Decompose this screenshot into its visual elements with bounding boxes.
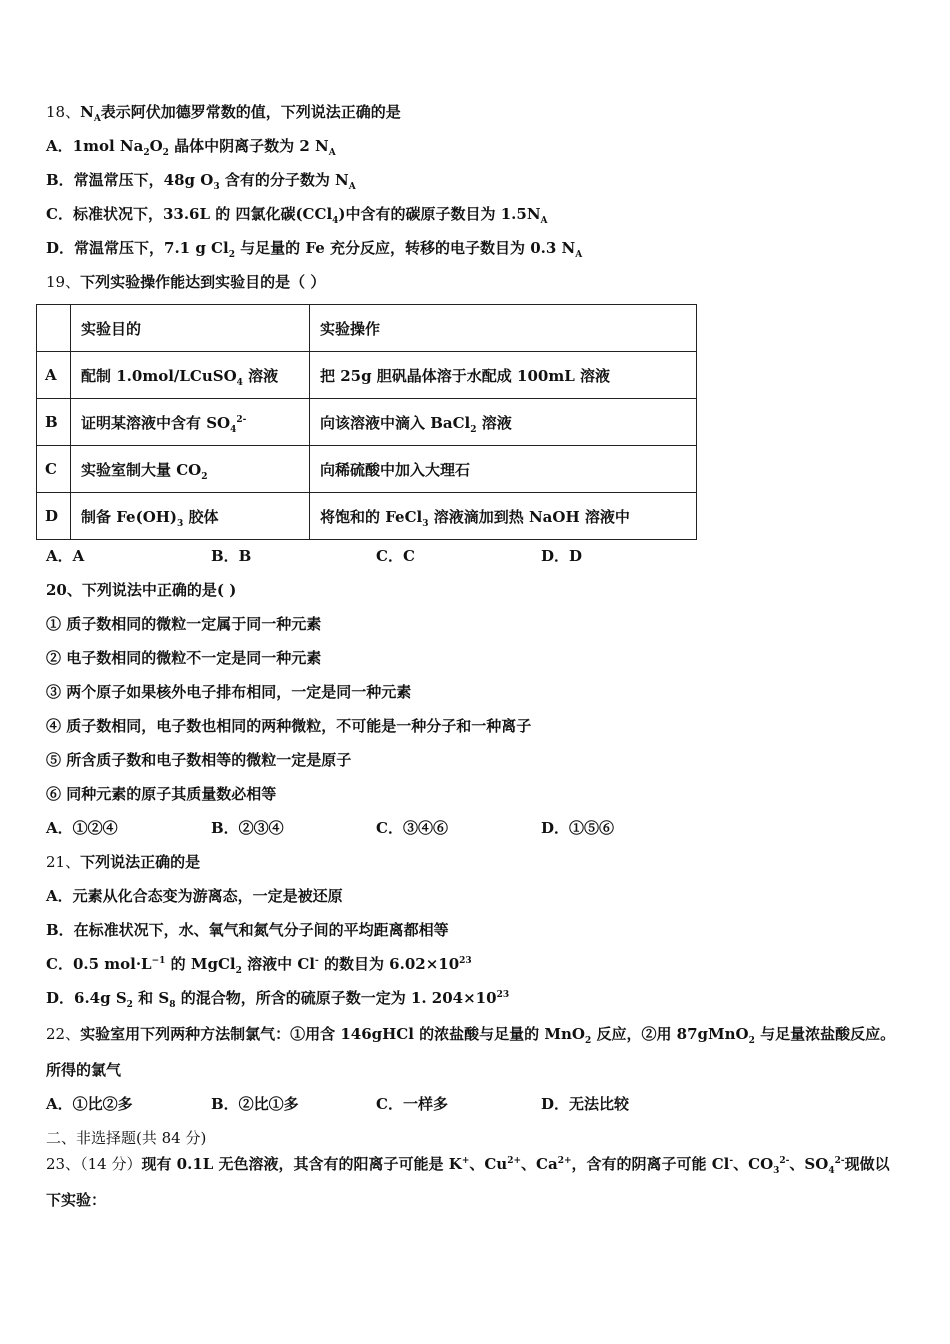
table-cell: 把 25g 胆矾晶体溶于水配成 100mL 溶液 (310, 352, 697, 399)
table-header-row (37, 305, 697, 352)
table-cell: D (37, 493, 71, 540)
q19-choice-d: D．D (541, 547, 583, 565)
q20-item-4: ④ 质子数相同，电子数也相同的两种微粒，不可能是一种分子和一种离子 (46, 717, 532, 735)
q23-line1: 23、（14 分）现有 0.1L 无色溶液，其含有的阳离子可能是 K+、$Cu^{2+}$、$Ca^{2+}$，含有的阴离子可能 Cl-、$CO_3^{2-}$、$SO_4^{2-}$现做以 (46, 1155, 890, 1176)
q22-stem-line2: 所得的氯气 (46, 1061, 122, 1079)
q20-choice-d: D．①⑤⑥ (541, 819, 615, 837)
q22-choice-b: B．②比①多 (211, 1095, 299, 1113)
q19-stem: 19、下列实验操作能达到实验目的是（ ） (46, 273, 326, 291)
q21-option-c: C．0.5 $mol\cdot L^{-1}$ 的 MgCl$_2$ 溶液中 Cl- 的数目为 $6.02\times 10^{23}$ (46, 955, 472, 976)
table-header-cell (37, 305, 71, 352)
q18-option-d: D．常温常压下，7.1 g $Cl_2$ 与足量的 Fe 充分反应，转移的电子数目为 0.3 $N_A$ (46, 239, 583, 260)
q21-option-a: A．元素从化合态变为游离态，一定是被还原 (46, 887, 343, 905)
q19-choice-b: B．B (211, 547, 252, 565)
table-header-cell: 实验操作 (310, 305, 697, 352)
q18-option-c: C．标准状况下，33.6L 的 四氯化碳(CCl$_4$)中含有的碳原子数目为 $1.5N_A$ (46, 205, 548, 226)
table-cell: 向该溶液中滴入 BaCl$_2$ 溶液 (310, 399, 697, 446)
table-cell: 证明某溶液中含有 $SO_4^{2-}$ (71, 399, 310, 446)
q20-item-3: ③ 两个原子如果核外电子排布相同，一定是同一种元素 (46, 683, 412, 701)
table-cell: 实验室制大量 $CO_2$ (71, 446, 310, 493)
q22-choice-a: A．①比②多 (46, 1095, 133, 1113)
q23-line2: 下实验： (46, 1191, 107, 1209)
q19-choice-a: A．A (46, 547, 85, 565)
table-cell: 制备 $Fe(OH)_3$ 胶体 (71, 493, 310, 540)
q19-choice-c: C．C (376, 547, 415, 565)
table-row (37, 493, 697, 540)
table-row (37, 399, 697, 446)
q21-option-b: B．在标准状况下，水、氧气和氮气分子间的平均距离都相等 (46, 921, 449, 939)
table-cell: A (37, 352, 71, 399)
q22-choice-c: C．一样多 (376, 1095, 448, 1113)
q20-item-6: ⑥ 同种元素的原子其质量数必相等 (46, 785, 277, 803)
table-row (37, 352, 697, 399)
table-cell: B (37, 399, 71, 446)
q20-choice-a: A．①②④ (46, 819, 118, 837)
table-cell: 配制 1.0mol/LCuSO$_4$ 溶液 (71, 352, 310, 399)
q22-choice-d: D．无法比较 (541, 1095, 630, 1113)
q18-option-b: B．常温常压下，48g $O_3$ 含有的分子数为 $N_A$ (46, 171, 356, 192)
table-cell: 向稀硫酸中加入大理石 (310, 446, 697, 493)
table-row (37, 446, 697, 493)
table-cell: 将饱和的 FeCl$_3$ 溶液滴加到热 NaOH 溶液中 (310, 493, 697, 540)
table-header-cell: 实验目的 (71, 305, 310, 352)
q18-stem: 18、$N_A$表示阿伏加德罗常数的值，下列说法正确的是 (46, 103, 401, 124)
q19-table (36, 304, 697, 540)
table-cell: C (37, 446, 71, 493)
q21-stem: 21、下列说法正确的是 (46, 853, 201, 871)
q20-item-1: ① 质子数相同的微粒一定属于同一种元素 (46, 615, 322, 633)
q20-item-2: ② 电子数相同的微粒不一定是同一种元素 (46, 649, 322, 667)
q21-option-d: D．6.4g $S_2$ 和 $S_8$ 的混合物，所含的硫原子数一定为 1. $204\times 10^{23}$ (46, 989, 510, 1010)
q20-stem: 20、下列说法中正确的是( ) (46, 581, 237, 599)
q20-choice-b: B．②③④ (211, 819, 284, 837)
q18-option-a: A．1mol $Na_2O_2$ 晶体中阴离子数为 2 $N_A$ (46, 137, 336, 158)
q20-item-5: ⑤ 所含质子数和电子数相等的微粒一定是原子 (46, 751, 352, 769)
q20-choice-c: C．③④⑥ (376, 819, 448, 837)
section-heading: 二、非选择题(共 84 分) (46, 1129, 207, 1147)
q22-stem-line1: 22、实验室用下列两种方法制氯气：①用含 146gHCl 的浓盐酸与足量的 MnO$_2$ 反应，②用 87gMnO$_2$ 与足量浓盐酸反应。 (46, 1025, 896, 1046)
